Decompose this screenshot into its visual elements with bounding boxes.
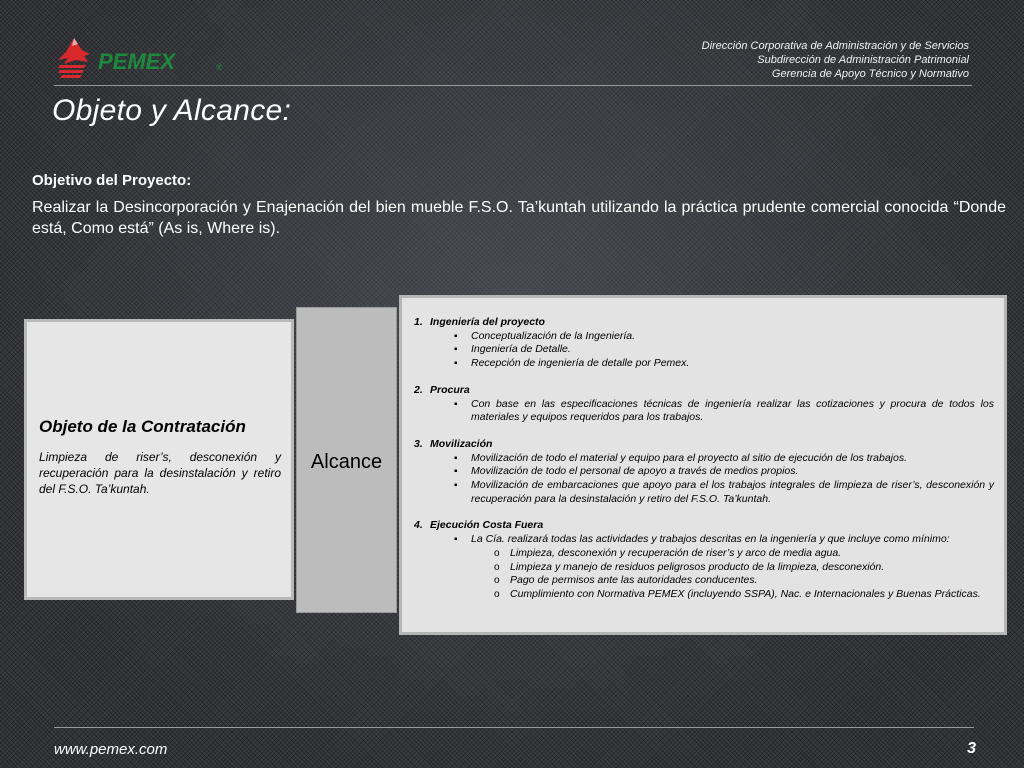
scope-section-procurement [410,384,994,425]
list-item: ▪ Movilización de embarcaciones que apoyo para el los trabajos integrales de limpieza de riser’s, desconexión y recuperación para la desinstalación y retiro del F.S.O. Ta’kuntah. [410,479,994,506]
list-item: ▪ Recepción de ingeniería de detalle por Pemex. [410,357,994,371]
section-title-text: Movilización [430,437,493,450]
header-divider [54,85,972,86]
list-item: ▪ Con base en las especificaciones técnicas de ingeniería realizar las cotizaciones y procura de todos los materiales y equipos requeridos para los trabajos. [410,398,994,425]
scope-section-engineering [410,316,994,371]
objective-heading: Objetivo del Proyecto: [32,172,192,189]
section-title-text: Ejecución Costa Fuera [430,519,544,532]
contract-object-text: Limpieza de riser’s, desconexión y recuperación para la desinstalación y retiro del F.S.O. Ta’kuntah. [39,450,281,496]
pemex-logo [54,32,230,80]
section-number: 1. [414,316,423,328]
scope-label: Alcance [310,451,383,473]
scope-section-mobilization [410,438,994,507]
header-line-1: Dirección Corporativa de Administración y de Servicios [701,40,969,52]
sub-list-item: o Limpieza, desconexión y recuperación de riser’s y arco de media agua. [410,547,994,561]
list-item: ▪ La Cía. realizará todas las actividades y trabajos descritas en la ingeniería y que incluye como mínimo: [410,533,994,547]
footer-website-link[interactable]: www.pemex.com [54,741,168,758]
section-title-text: Ingeniería del proyecto [430,316,545,328]
section-title [410,438,994,452]
section-number: 4. [414,519,423,532]
list-item: ▪ Movilización de todo el material y equipo para el proyecto al sitio de ejecución de los trabajos. [410,452,994,466]
scope-section-offshore-execution [410,519,994,601]
list-item: ▪ Ingeniería de Detalle. [410,343,994,357]
page-number: 3 [967,740,976,757]
section-number: 2. [414,383,423,396]
sub-list-item: o Pago de permisos ante las autoridades conducentes. [410,574,994,588]
footer-divider [54,727,974,728]
sub-list-item: o Cumplimiento con Normativa PEMEX (incluyendo SSPA), Nac. e Internacionales y Buenas Prácticas. [410,588,994,602]
section-title [410,519,994,533]
header-department-info [702,39,969,81]
section-number: 3. [414,437,423,450]
section-title [410,316,994,330]
pemex-eagle-icon [58,38,90,78]
scope-label-box [296,307,397,613]
objective-text: Realizar la Desincorporación y Enajenación del bien mueble F.S.O. Ta’kuntah utilizando la práctica prudente comercial conocida “Donde está, Como está” (As is, Where is). [32,199,1006,237]
header-line-2: Subdirección de Administración Patrimonial [757,54,969,66]
sub-list-item: o Limpieza y manejo de residuos peligrosos producto de la limpieza, desconexión. [410,561,994,575]
contract-object-heading: Objeto de la Contratación [39,417,246,436]
list-item: ▪ Movilización de todo el personal de apoyo a través de medios propios. [410,465,994,479]
section-title-text: Procura [430,383,470,396]
page-title: Objeto y Alcance: [52,94,292,127]
logo-registered-mark: ® [216,62,223,72]
list-item: ▪ Conceptualización de la Ingeniería. [410,330,994,344]
scope-details-box [399,295,1007,635]
header-line-3: Gerencia de Apoyo Técnico y Normativo [771,68,969,80]
logo-wordmark: PEMEX [98,49,176,74]
contract-object-box [24,319,294,600]
section-title [410,384,994,398]
